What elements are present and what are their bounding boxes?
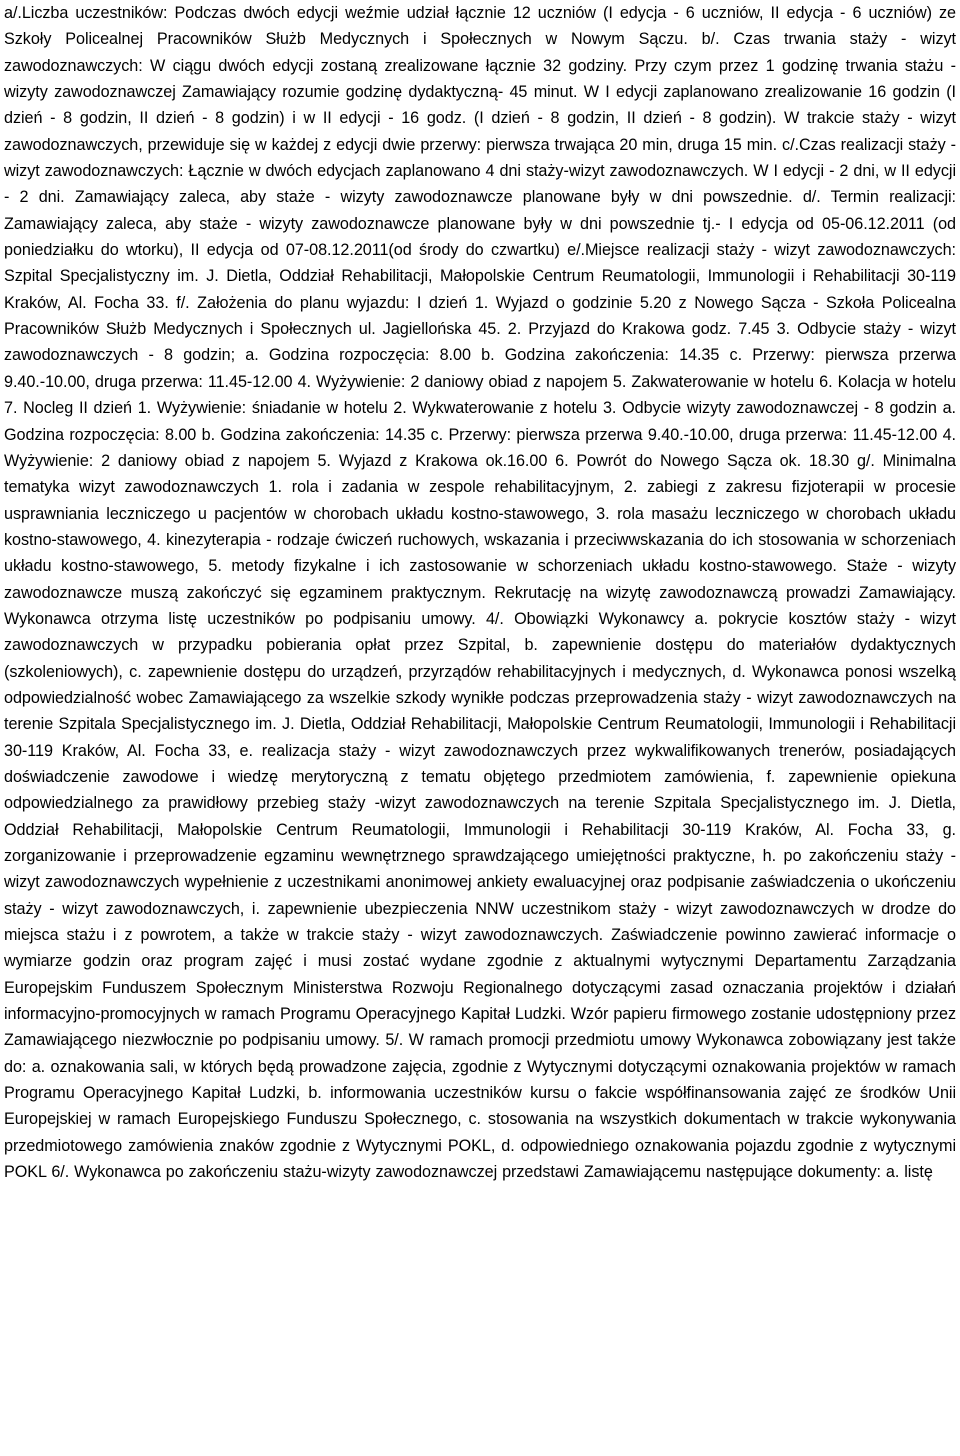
document-body-text: a/.Liczba uczestników: Podczas dwóch edycji weźmie udział łącznie 12 uczniów (I edycja - 6 uczniów, II edycja - 6 uczniów) ze Szkoły Policealnej Pracowników Służb Medycznych i Społecznych w Nowym Sączu. b/. Czas trwania staży - wizyt zawodoznawczych: W ciągu dwóch edycji zostaną zrealizowane łącznie 32 godziny. Przy czym przez 1 godzinę trwania stażu - wizyty zawodoznawczej Zamawiający rozumie godzinę dydaktyczną- 45 minut. W I edycji zaplanowano zrealizowanie 16 godzin (I dzień - 8 godzin, II dzień - 8 godzin) i w II edycji - 16 godz. (I dzień - 8 godzin, II dzień - 8 godzin). W trakcie staży - wizyt zawodoznawczych, przewiduje się w każdej z edycji dwie przerwy: pierwsza trwająca 20 min, druga 15 min. c/.Czas realizacji staży - wizyt zawodoznawczych: Łącznie w dwóch edycjach zaplanowano 4 dni staży-wizyt zawodoznawczych. W I edycji - 2 dni, w II edycji - 2 dni. Zamawiający zaleca, aby staże - wizyty zawodoznawcze planowane były w dni powszednie. d/. Termin realizacji: Zamawiający zaleca, aby staże - wizyty zawodoznawcze planowane były w dni powszednie tj.- I edycja od 05-06.12.2011 (od poniedziałku do wtorku), II edycja od 07-08.12.2011(od środy do czwartku) e/.Miejsce realizacji staży - wizyt zawodoznawczych: Szpital Specjalistyczny im. J. Dietla, Oddział Rehabilitacji, Małopolskie Centrum Reumatologii, Immunologii i Rehabilitacji 30-119 Kraków, Al. Focha 33. f/. Założenia do planu wyjazdu: I dzień 1. Wyjazd o godzinie 5.20 z Nowego Sącza - Szkoła Policealna Pracowników Służb Medycznych i Społecznych ul. Jagiellońska 45. 2. Przyjazd do Krakowa godz. 7.45 3. Odbycie staży - wizyt zawodoznawczych - 8 godzin; a. Godzina rozpoczęcia: 8.00 b. Godzina zakończenia: 14.35 c. Przerwy: pierwsza przerwa 9.40.-10.00, druga przerwa: 11.45-12.00 4. Wyżywienie: 2 daniowy obiad z napojem 5. Zakwaterowanie w hotelu 6. Kolacja w hotelu 7. Nocleg II dzień 1. Wyżywienie: śniadanie w hotelu 2. Wykwaterowanie z hotelu 3. Odbycie wizyty zawodoznawczej - 8 godzin a. Godzina rozpoczęcia: 8.00 b. Godzina zakończenia: 14.35 c. Przerwy: pierwsza przerwa 9.40.-10.00, druga przerwa: 11.45-12.00 4. Wyżywienie: 2 daniowy obiad z napojem 5. Wyjazd z Krakowa ok.16.00 6. Powrót do Nowego Sącza ok. 18.30 g/. Minimalna tematyka wizyt zawodoznawczych 1. rola i zadania w zespole rehabilitacyjnym, 2. zabiegi z zakresu fizjoterapii w procesie usprawniania leczniczego u pacjentów w chorobach układu kostno-stawowego, 3. rola masażu leczniczego w chorobach układu kostno-stawowego, 4. kinezyterapia - rodzaje ćwiczeń ruchowych, wskazania i przeciwwskazania do ich stosowania w schorzeniach układu kostno-stawowego, 5. metody fizykalne i ich zastosowanie w schorzeniach układu kostno-stawowego. Staże - wizyty zawodoznawcze muszą zakończyć się egzaminem praktycznym. Rekrutację na wizytę zawodoznawczą prowadzi Zamawiający. Wykonawca otrzyma listę uczestników po podpisaniu umowy. 4/. Obowiązki Wykonawcy a. pokrycie kosztów staży - wizyt zawodoznawczych w przypadku pobierania opłat przez Szpital, b. zapewnienie dostępu do materiałów dydaktycznych (szkoleniowych), c. zapewnienie dostępu do urządzeń, przyrządów rehabilitacyjnych i medycznych, d. Wykonawca ponosi wszelką odpowiedzialność wobec Zamawiającego za wszelkie szkody wynikłe podczas przeprowadzenia staży - wizyt zawodoznawczych na terenie Szpitala Specjalistycznego im. J. Dietla, Oddział Rehabilitacji, Małopolskie Centrum Reumatologii, Immunologii i Rehabilitacji 30-119 Kraków, Al. Focha 33, e. realizacja staży - wizyt zawodoznawczych przez wykwalifikowanych trenerów, posiadających doświadczenie zawodowe i wiedzę merytoryczną z tematu objętego przedmiotem zamówienia, f. zapewnienie opiekuna odpowiedzialnego za prawidłowy przebieg staży -wizyt zawodoznawczych na terenie Szpitala Specjalistycznego im. J. Dietla, Oddział Rehabilitacji, Małopolskie Centrum Reumatologii, Immunologii i Rehabilitacji 30-119 Kraków, Al. Focha 33, g. zorganizowanie i przeprowadzenie egzaminu wewnętrznego sprawdzającego umiejętności praktyczne, h. po zakończeniu staży - wizyt zawodoznawczych wypełnienie z uczestnikami anonimowej ankiety ewaluacyjnej oraz podpisanie zaświadczenia o ukończeniu staży - wizyt zawodoznawczych, i. zapewnienie ubezpieczenia NNW uczestnikom staży - wizyt zawodoznawczych w drodze do miejsca stażu i z powrotem, a także w trakcie staży - wizyt zawodoznawczych. Zaświadczenie powinno zawierać informacje o wymiarze godzin oraz program zajęć i musi zostać wydane zgodnie z aktualnymi wytycznymi Departamentu Zarządzania Europejskim Funduszem Społecznym Ministerstwa Rozwoju Regionalnego dotyczącymi zasad oznaczania projektów i działań informacyjno-promocyjnych w ramach Programu Operacyjnego Kapitał Ludzki. Wzór papieru firmowego zostanie udostępniony przez Zamawiającego niezwłocznie po podpisaniu umowy. 5/. W ramach promocji przedmiotu umowy Wykonawca zobowiązany jest także do: a. oznakowania sali, w których będą prowadzone zajęcia, zgodnie z Wytycznymi dotyczącymi oznakowania projektów w ramach Programu Operacyjnego Kapitał Ludzki, b. informowania uczestników kursu o fakcie współfinansowania zajęć ze środków Unii Europejskiej w ramach Europejskiego Funduszu Społecznego, c. stosowania na wszystkich dokumentach w trakcie wykonywania przedmiotowego zamówienia znaków zgodnie z Wytycznymi POKL, d. odpowiedniego oznakowania pojazdu zgodnie z wytycznymi POKL 6/. Wykonawca po zakończeniu stażu-wizyty zawodoznawczej przedstawi Zamawiającemu następujące dokumenty: a. listę (4, 4, 956, 1182)
